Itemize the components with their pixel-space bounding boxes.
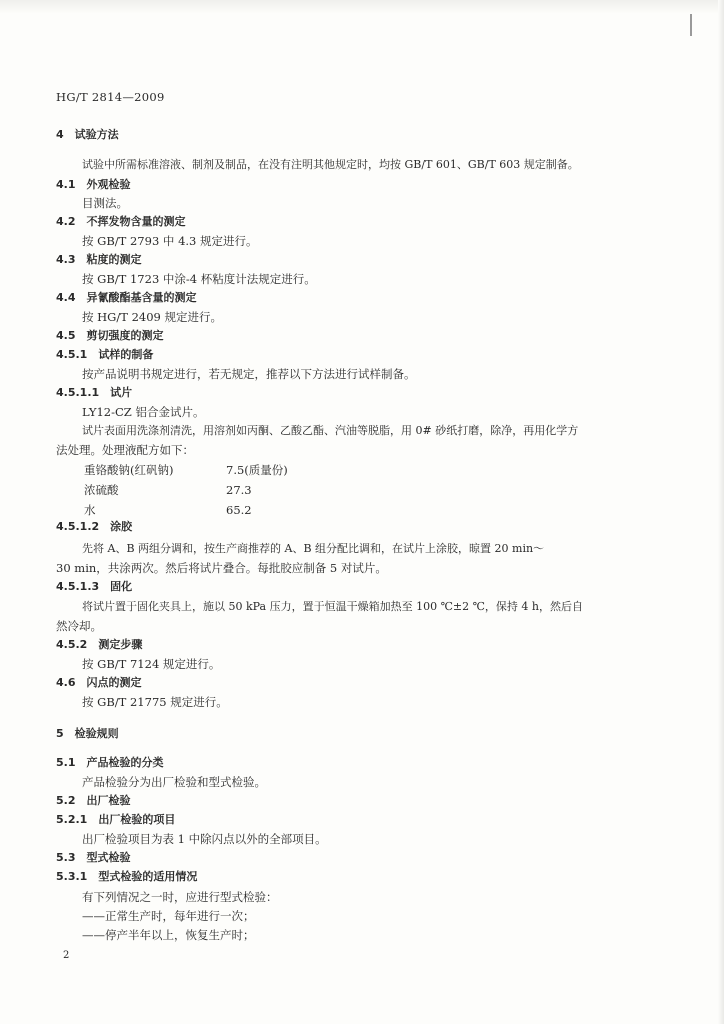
section-5-3-heading: 5.3 型式检验 bbox=[56, 851, 131, 864]
section-5-1-text: 产品检验分为出厂检验和型式检验。 bbox=[82, 775, 266, 789]
section-4-2-text: 按 GB/T 2793 中 4.3 规定进行。 bbox=[82, 234, 258, 248]
section-5-2-1-heading: 5.2.1 出厂检验的项目 bbox=[56, 813, 176, 826]
section-4-5-1-3-text-1: 将试片置于固化夹具上，施以 50 kPa 压力，置于恒温干燥箱加热至 100 ℃±2 ℃，保持 4 h，然后自 bbox=[82, 600, 584, 613]
formula-component: 浓硫酸 bbox=[84, 483, 119, 497]
section-4-5-1-2-text-2: 30 min，共涂两次。然后将试片叠合。每批胶应制备 5 对试片。 bbox=[56, 561, 387, 575]
section-4-6-text: 按 GB/T 21775 规定进行。 bbox=[82, 695, 228, 709]
section-4-5-2-text: 按 GB/T 7124 规定进行。 bbox=[82, 657, 221, 671]
section-4-2-heading: 4.2 不挥发物含量的测定 bbox=[56, 215, 186, 228]
section-4-5-1-1-text-2: 试片表面用洗涤剂清洗，用溶剂如丙酮、乙酸乙酯、汽油等脱脂，用 0# 砂纸打磨，除净，再用化学方 bbox=[82, 424, 579, 437]
section-4-5-1-3-text-2: 然冷却。 bbox=[56, 619, 102, 633]
section-4-3-text: 按 GB/T 1723 中涂-4 杯粘度计法规定进行。 bbox=[82, 272, 316, 286]
section-4-text: 试验中所需标准溶液、制剂及制品，在没有注明其他规定时，均按 GB/T 601、GB/T 603 规定制备。 bbox=[82, 158, 579, 171]
scan-mark bbox=[690, 14, 692, 36]
section-4-5-heading: 4.5 剪切强度的测定 bbox=[56, 329, 164, 342]
section-4-5-1-2-heading: 4.5.1.2 涂胶 bbox=[56, 520, 133, 533]
section-4-6-heading: 4.6 闪点的测定 bbox=[56, 676, 142, 689]
section-4-3-heading: 4.3 粘度的测定 bbox=[56, 253, 142, 266]
section-4-5-1-1-text-3: 法处理。处理液配方如下： bbox=[56, 443, 194, 457]
scan-edge-top bbox=[0, 0, 724, 14]
section-4-5-1-text: 按产品说明书规定进行，若无规定，推荐以下方法进行试样制备。 bbox=[82, 367, 416, 381]
section-4-5-2-heading: 4.5.2 测定步骤 bbox=[56, 638, 143, 651]
scan-edge-right bbox=[718, 0, 724, 1024]
standard-code: HG/T 2814—2009 bbox=[56, 90, 165, 104]
section-4-heading: 4 试验方法 bbox=[56, 128, 119, 141]
section-4-5-1-1-text-1: LY12-CZ 铝合金试片。 bbox=[82, 405, 205, 419]
section-5-3-1-text-1: 有下列情况之一时，应进行型式检验： bbox=[82, 890, 278, 904]
formula-amount: 65.2 bbox=[226, 503, 252, 517]
section-5-heading: 5 检验规则 bbox=[56, 727, 119, 740]
section-5-1-heading: 5.1 产品检验的分类 bbox=[56, 756, 164, 769]
section-5-3-1-text-3: ——停产半年以上，恢复生产时； bbox=[82, 928, 255, 942]
section-4-5-1-3-heading: 4.5.1.3 固化 bbox=[56, 580, 133, 593]
section-4-4-text: 按 HG/T 2409 规定进行。 bbox=[82, 310, 222, 324]
section-5-2-heading: 5.2 出厂检验 bbox=[56, 794, 131, 807]
section-4-1-text: 目测法。 bbox=[82, 196, 128, 210]
section-5-2-1-text: 出厂检验项目为表 1 中除闪点以外的全部项目。 bbox=[82, 832, 327, 846]
formula-component: 重铬酸钠(红矾钠) bbox=[84, 463, 174, 477]
formula-component: 水 bbox=[84, 503, 96, 517]
formula-amount: 27.3 bbox=[226, 483, 252, 497]
section-4-5-1-2-text-1: 先将 A、B 两组分调和，按生产商推荐的 A、B 组分配比调和，在试片上涂胶，晾置 20 min～ bbox=[82, 542, 545, 555]
section-5-3-1-heading: 5.3.1 型式检验的适用情况 bbox=[56, 870, 198, 883]
page-number: 2 bbox=[63, 950, 70, 961]
formula-amount: 7.5(质量份) bbox=[226, 463, 288, 477]
section-4-5-1-heading: 4.5.1 试样的制备 bbox=[56, 348, 154, 361]
section-5-3-1-text-2: ——正常生产时，每年进行一次； bbox=[82, 909, 255, 923]
section-4-1-heading: 4.1 外观检验 bbox=[56, 178, 131, 191]
section-4-5-1-1-heading: 4.5.1.1 试片 bbox=[56, 386, 133, 399]
section-4-4-heading: 4.4 异氰酸酯基含量的测定 bbox=[56, 291, 197, 304]
